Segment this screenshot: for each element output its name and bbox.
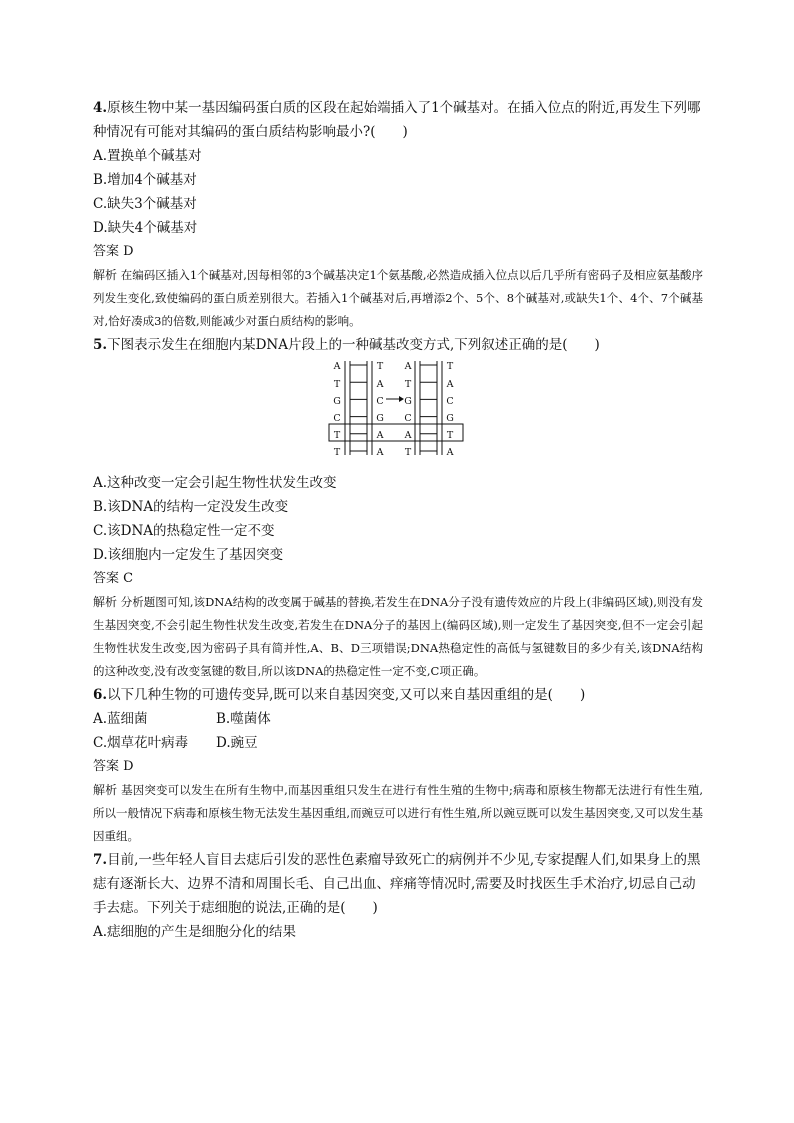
right-s2-base-0: T (446, 361, 454, 372)
question-5-stem: 5.下图表示发生在细胞内某DNA片段上的一种碱基改变方式,下列叙述正确的是( ) (93, 337, 600, 353)
right-s1-base-1: T (404, 379, 412, 390)
question-5-answer: 答案 C (93, 571, 134, 586)
left-s2-base-3: G (376, 413, 384, 424)
question-7-stem: 7.目前,一些年轻人盲目去痣后引发的恶性色素瘤导致死亡的病例并不少见,专家提醒人们,如果身上的黑痣有逐渐长大、边界不清和周围长毛、自己出血、痒痛等情况时,需要及时找医生手术治疗,切忌自己动手去痣。下列关于痣细胞的说法,正确的是( ) (93, 852, 701, 916)
question-4-answer: 答案 D (93, 244, 134, 259)
question-4-option-a: A.置换单个碱基对 (93, 148, 202, 164)
question-4-option-d: D.缺失4个碱基对 (93, 220, 198, 236)
question-4-option-c: C.缺失3个碱基对 (93, 196, 197, 212)
question-6-option-c: C.烟草花叶病毒 (93, 735, 189, 751)
question-5-explanation: 解析 分析题图可知,该DNA结构的改变属于碱基的替换,若发生在DNA分子没有遗传效应的片段上(非编码区域),则没有发生基因突变,不会引起生物性状发生改变,若发生在DNA分子的基因上(编码区域),则一定发生了基因突变,但不一定会引起生物性状发生改变,因为密码子具有简并性,A、B、D三项错误;DNA热稳定性的高低与氢键数目的多少有关,该DNA结构的这种改变,没有改变氢键的数目,所以该DNA的热稳定性一定不变,C项正确。 (93, 595, 703, 678)
left-s1-base-0: A (333, 361, 341, 372)
right-s1-base-0: A (404, 361, 412, 372)
question-6-option-d: D.豌豆 (216, 735, 258, 751)
left-s1-base-2: G (333, 396, 341, 407)
question-6-options-row-2 (93, 731, 703, 755)
left-s2-base-4: A (376, 430, 384, 441)
left-s1-base-1: T (333, 379, 341, 390)
question-6-answer: 答案 D (93, 759, 134, 774)
right-s2-base-3: G (446, 413, 454, 424)
right-s1-base-5: T (404, 447, 412, 458)
question-5-option-d: D.该细胞内一定发生了基因突变 (93, 547, 284, 563)
question-6-option-a: A.蓝细菌 (93, 711, 148, 727)
left-s1-base-3: C (333, 413, 341, 424)
question-5-option-a: A.这种改变一定会引起生物性状发生改变 (93, 475, 337, 491)
right-s1-base-2: G (404, 396, 412, 407)
right-s2-base-4: T (446, 430, 454, 441)
left-s2-base-1: A (376, 379, 384, 390)
dna-base-change-diagram (93, 359, 703, 467)
left-s1-base-4: T (333, 430, 341, 441)
document-page (93, 96, 703, 944)
right-s1-base-4: A (404, 430, 412, 441)
question-5-option-c: C.该DNA的热稳定性一定不变 (93, 523, 275, 539)
question-7-option-a: A.痣细胞的产生是细胞分化的结果 (93, 924, 297, 940)
question-6-explanation: 解析 基因突变可以发生在所有生物中,而基因重组只发生在进行有性生殖的生物中;病毒和原核生物都无法进行有性生殖,所以一般情况下病毒和原核生物无法发生基因重组,而豌豆可以进行有性生殖,所以豌豆既可以发生基因突变,又可以发生基因重组。 (93, 783, 703, 843)
question-4-stem: 4.原核生物中某一基因编码蛋白质的区段在起始端插入了1个碱基对。在插入位点的附近,再发生下列哪种情况有可能对其编码的蛋白质结构影响最小?( ) (93, 100, 701, 140)
question-6-options-row-1 (93, 707, 703, 731)
question-5-option-b: B.该DNA的结构一定没发生改变 (93, 499, 289, 515)
left-s2-base-5: A (376, 447, 384, 458)
right-s2-base-1: A (446, 379, 454, 390)
left-s2-base-0: T (376, 361, 384, 372)
right-s2-base-2: C (446, 396, 454, 407)
question-4-explanation: 解析 在编码区插入1个碱基对,因每相邻的3个碱基决定1个氨基酸,必然造成插入位点以后几乎所有密码子及相应氨基酸序列发生变化,致使编码的蛋白质差别很大。若插入1个碱基对后,再增添2个、5个、8个碱基对,或缺失1个、4个、7个碱基对,恰好凑成3的倍数,则能减少对蛋白质结构的影响。 (93, 268, 703, 328)
question-6-stem: 6.以下几种生物的可遗传变异,既可以来自基因突变,又可以来自基因重组的是( ) (93, 687, 586, 703)
left-s1-base-5: T (333, 447, 341, 458)
question-6-option-b: B.噬菌体 (216, 711, 271, 727)
dna-diagram-svg (93, 359, 703, 467)
question-4-option-b: B.增加4个碱基对 (93, 172, 197, 188)
right-s2-base-5: A (446, 447, 454, 458)
left-s2-base-2: C (376, 396, 384, 407)
right-s1-base-3: C (404, 413, 412, 424)
